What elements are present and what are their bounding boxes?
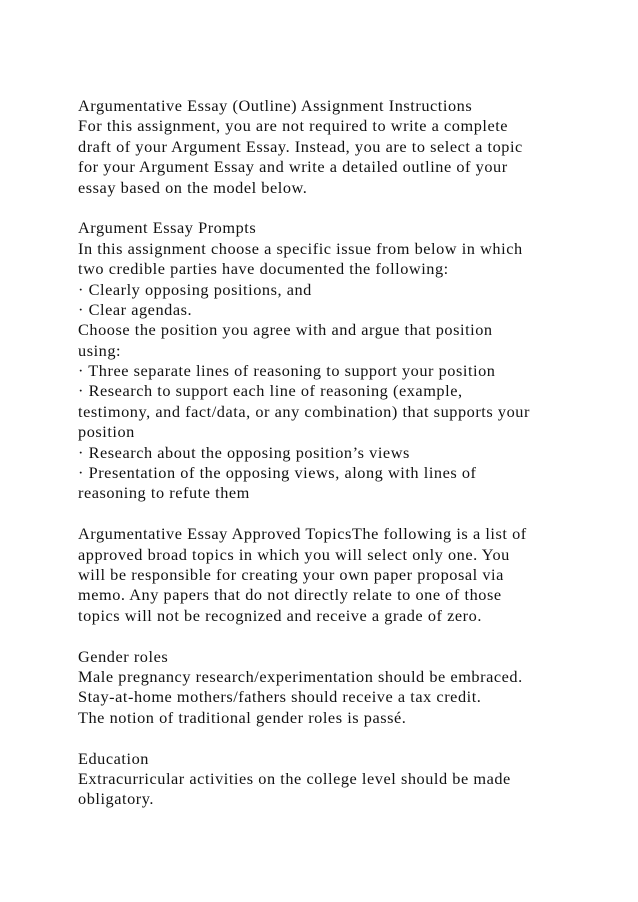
spacer [78, 626, 578, 646]
intro-line: draft of your Argument Essay. Instead, you are to select a topic [78, 136, 523, 156]
topics-line: topics will not be recognized and receive a grade of zero. [78, 605, 482, 625]
document-body [78, 96, 578, 810]
spacer [78, 728, 578, 748]
prompts-line: Choose the position you agree with and argue that position [78, 320, 493, 340]
prompts-bullet: · Three separate lines of reasoning to support your position [78, 361, 496, 381]
prompts-line: In this assignment choose a specific issue from below in which [78, 238, 523, 258]
prompts-line: two credible parties have documented the following: [78, 259, 449, 279]
gender-topic: The notion of traditional gender roles is passé. [78, 707, 407, 727]
intro-line: For this assignment, you are not required to write a complete [78, 116, 509, 136]
education-heading: Education [78, 748, 149, 768]
document-title: Argumentative Essay (Outline) Assignment Instructions [78, 96, 473, 115]
prompts-bullet: · Clear agendas. [78, 299, 193, 319]
prompts-bullet: · Presentation of the opposing views, along with lines of [78, 463, 477, 483]
spacer [78, 198, 578, 218]
intro-line: essay based on the model below. [78, 177, 308, 197]
prompts-line: reasoning to refute them [78, 483, 250, 503]
prompts-bullet: · Clearly opposing positions, and [78, 279, 312, 299]
gender-topic: Stay-at-home mothers/fathers should receive a tax credit. [78, 687, 482, 707]
education-topic: Extracurricular activities on the college level should be made [78, 768, 511, 788]
prompts-heading: Argument Essay Prompts [78, 218, 257, 238]
intro-line: for your Argument Essay and write a detailed outline of your [78, 157, 508, 177]
topics-line: will be responsible for creating your own paper proposal via [78, 564, 504, 584]
education-topic: obligatory. [78, 789, 154, 809]
topics-line: memo. Any papers that do not directly relate to one of those [78, 585, 502, 605]
gender-topic: Male pregnancy research/experimentation should be embraced. [78, 666, 523, 686]
gender-heading: Gender roles [78, 646, 169, 666]
topics-line: approved broad topics in which you will select only one. You [78, 544, 510, 564]
prompts-bullet: · Research to support each line of reasoning (example, [78, 381, 463, 401]
spacer [78, 504, 578, 524]
topics-line: Argumentative Essay Approved TopicsThe following is a list of [78, 524, 527, 544]
prompts-line: using: [78, 340, 122, 360]
prompts-line: testimony, and fact/data, or any combination) that supports your [78, 401, 530, 421]
prompts-line: position [78, 422, 135, 442]
prompts-bullet: · Research about the opposing position’s views [78, 442, 410, 462]
